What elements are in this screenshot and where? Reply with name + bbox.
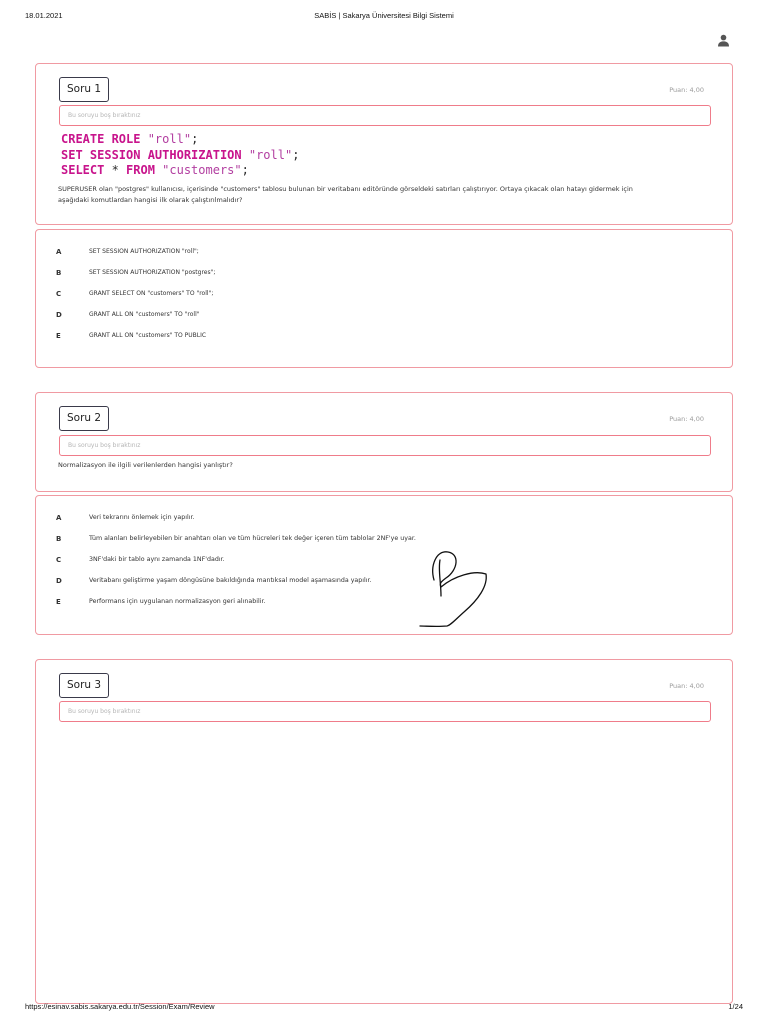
question-3-badge: Soru 3	[59, 673, 109, 698]
code-token: "customers"	[162, 163, 242, 177]
option-text: Performans için uygulanan normalizasyon geri alınabilir.	[89, 598, 266, 605]
code-token: ;	[241, 163, 249, 177]
code-token: ;	[292, 147, 300, 162]
code-token: *	[111, 163, 127, 177]
question-2-empty-note: Bu soruyu boş bıraktınız	[59, 435, 711, 456]
handwritten-mark	[414, 540, 494, 632]
option-letter: C	[56, 556, 62, 564]
question-2-badge: Soru 2	[59, 406, 109, 431]
option-text: GRANT SELECT ON "customers" TO "roll";	[89, 290, 214, 297]
code-token: "roll"	[147, 132, 192, 146]
code-line	[61, 148, 299, 164]
question-1-empty-note: Bu soruyu boş bıraktınız	[59, 105, 711, 126]
option-text: SET SESSION AUTHORIZATION "roll";	[89, 248, 199, 255]
question-1-text-line: SUPERUSER olan "postgres" kullanıcısı, içerisinde "customers" tablosu bulunan bir veritabanı editöründe görseldeki satırları çalıştırıyor. Ortaya çıkacak olan hatayı gidermek için	[58, 185, 633, 193]
question-1-badge: Soru 1	[59, 77, 109, 102]
code-line	[61, 132, 299, 148]
option-text: GRANT ALL ON "customers" TO "roll"	[89, 311, 200, 318]
question-1-card	[35, 63, 733, 225]
question-3-card	[35, 659, 733, 1004]
code-token: SELECT	[61, 163, 112, 177]
print-date: 18.01.2021	[25, 11, 63, 20]
option-letter: B	[56, 269, 62, 277]
question-1-points: Puan: 4,00	[669, 86, 704, 94]
option-text: Veri tekrarını önlemek için yapılır.	[89, 514, 195, 521]
option-letter: D	[56, 311, 62, 319]
question-2-points: Puan: 4,00	[669, 415, 704, 423]
print-title: SABİS | Sakarya Üniversitesi Bilgi Sistemi	[314, 11, 454, 20]
question-1-text-line: aşağıdaki komutlardan hangisi ilk olarak çalıştırılmalıdır?	[58, 196, 243, 204]
question-2-card	[35, 392, 733, 492]
option-letter: E	[56, 332, 61, 340]
option-letter: B	[56, 535, 62, 543]
option-text: Tüm alanları belirleyebilen bir anahtarı olan ve tüm hücreleri tek değer içeren tüm tablolar 2NF'ye uyar.	[89, 535, 416, 542]
code-token: ;	[191, 132, 199, 146]
question-1-text	[58, 184, 708, 206]
code-token: "roll"	[248, 147, 293, 162]
question-3-points: Puan: 4,00	[669, 682, 704, 690]
option-letter: A	[56, 514, 62, 522]
question-3-empty-note: Bu soruyu boş bıraktınız	[59, 701, 711, 722]
option-letter: E	[56, 598, 61, 606]
code-token: CREATE ROLE	[61, 132, 148, 146]
person-icon[interactable]	[717, 34, 730, 47]
option-text: Veritabanı geliştirme yaşam döngüsüne bakıldığında mantıksal model aşamasında yapılır.	[89, 577, 372, 584]
question-2-text: Normalizasyon ile ilgili verilenlerden hangisi yanlıştır?	[58, 461, 233, 469]
option-letter: A	[56, 248, 62, 256]
option-letter: D	[56, 577, 62, 585]
option-text: GRANT ALL ON "customers" TO PUBLIC	[89, 332, 207, 339]
print-page-number: 1/24	[728, 1002, 743, 1011]
question-2-options-card	[35, 495, 733, 635]
print-url: https://esinav.sabis.sakarya.edu.tr/Session/Exam/Review	[25, 1002, 215, 1011]
question-1-options-card	[35, 229, 733, 368]
code-token: FROM	[126, 163, 163, 177]
option-text: 3NF'daki bir tablo aynı zamanda 1NF'dadır.	[89, 556, 225, 563]
question-1-code-block	[61, 132, 299, 179]
option-letter: C	[56, 290, 62, 298]
code-token: SET SESSION AUTHORIZATION	[61, 147, 249, 162]
code-line	[61, 163, 299, 179]
option-text: SET SESSION AUTHORIZATION "postgres";	[89, 269, 216, 276]
